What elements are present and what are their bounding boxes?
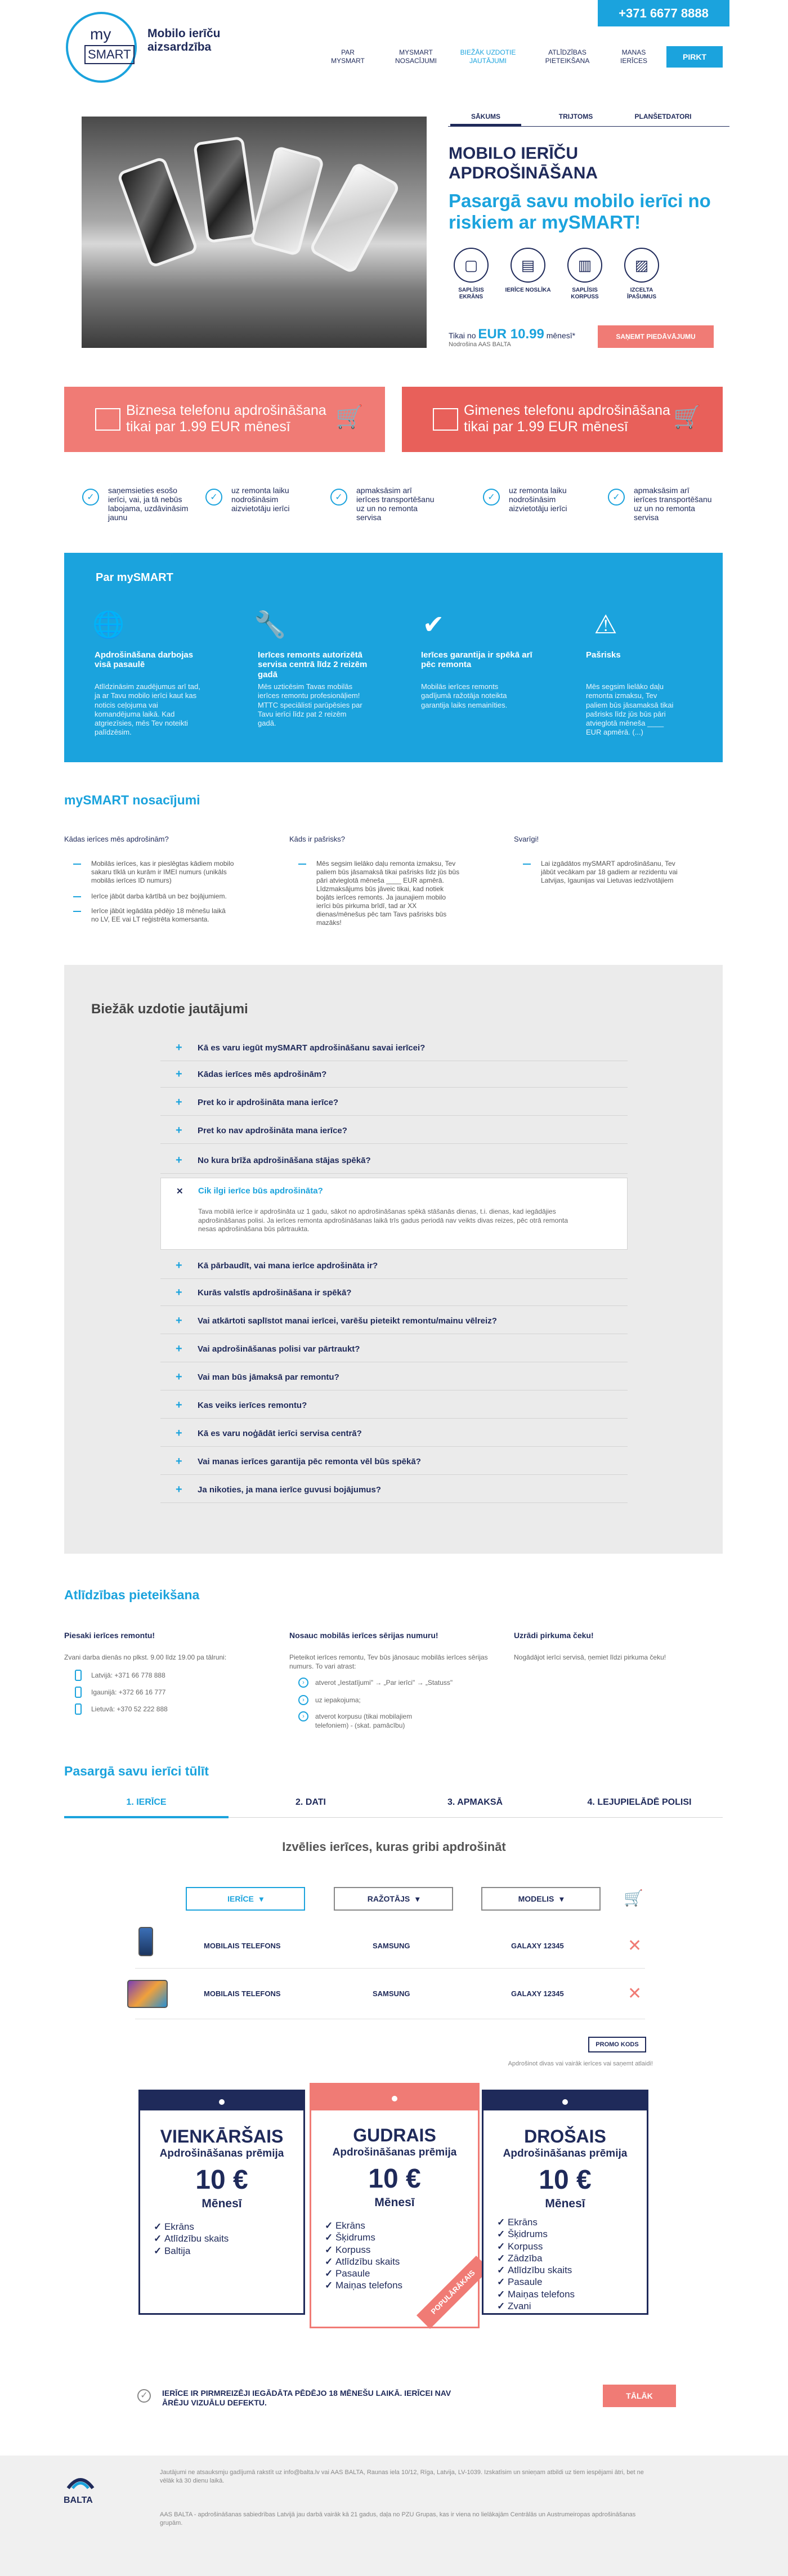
check-icon: ✓ bbox=[330, 489, 347, 506]
banner-text: Gimenes telefonu apdrošināšana tikai par 1.99 EUR mēnesī bbox=[464, 402, 670, 435]
row-divider bbox=[135, 1968, 645, 1969]
nav-item-claims[interactable]: ATLĪDZĪBAS PIETEIKŠANA bbox=[545, 48, 590, 65]
condition-item: Ierīce jābūt darba kārtībā un bez bojājumiem. bbox=[91, 892, 227, 900]
get-offer-button[interactable]: SAŅEMT PIEDĀVĀJUMU bbox=[598, 325, 714, 348]
serial-tip: atverot korpusu (tikai mobilajiem telefoniem) - (skat. pamācību) bbox=[315, 1712, 413, 1729]
faq-question-text: Vai man būs jāmaksā par remontu? bbox=[198, 1372, 339, 1382]
plan-feature: ✓ Ekrāns bbox=[325, 2220, 402, 2231]
plus-icon: + bbox=[176, 1343, 182, 1355]
plan-feature: ✓ Ekrāns bbox=[497, 2216, 575, 2228]
close-icon[interactable]: ✕ bbox=[176, 1187, 183, 1196]
price-row bbox=[449, 327, 575, 342]
dash-icon bbox=[73, 896, 81, 897]
faq-question[interactable] bbox=[160, 1253, 628, 1279]
plan-subtitle: Apdrošināšanas prēmija bbox=[159, 2148, 284, 2159]
tab-home[interactable]: SĀKUMS bbox=[450, 113, 521, 126]
cart-icon: 🛒 bbox=[335, 405, 364, 430]
plan-price: 10 € bbox=[368, 2164, 421, 2194]
about-item-title: Ierīces remonts autorizētā servisa centrā līdz 2 reizēm gadā bbox=[258, 650, 368, 679]
phone-number[interactable]: +371 6677 8888 bbox=[598, 0, 729, 26]
plan-feature: ✓ Atlīdzību skaits bbox=[497, 2264, 575, 2276]
plus-icon: + bbox=[176, 1124, 182, 1137]
promo-code-button[interactable]: PROMO KODS bbox=[588, 2037, 646, 2052]
hero-tabs-divider bbox=[448, 126, 729, 127]
faq-question[interactable] bbox=[160, 1336, 628, 1362]
faq-question[interactable] bbox=[160, 1089, 628, 1116]
wrench-icon: 🔧 bbox=[254, 610, 286, 639]
phone-icon bbox=[75, 1687, 82, 1698]
serial-tip: atverot „Iestatījumi" → „Par ierīci" → „Statuss" bbox=[315, 1679, 453, 1687]
plan-name: GUDRAIS bbox=[353, 2125, 436, 2145]
broken-case-icon: ▥ bbox=[567, 248, 602, 283]
faq-open-question: Cik ilgi ierīce būs apdrošināta? bbox=[198, 1186, 323, 1196]
business-banner[interactable] bbox=[64, 387, 385, 452]
warning-icon: ⚠ bbox=[594, 610, 617, 639]
drowned-phone-icon: ▤ bbox=[511, 248, 545, 283]
plan-feature: ✓ Baltija bbox=[154, 2245, 229, 2257]
plan-feature: ✓ Zādzība bbox=[497, 2252, 575, 2264]
serial-tip: uz iepakojuma; bbox=[315, 1696, 361, 1704]
plan-feature: ✓ Šķidrums bbox=[325, 2231, 402, 2243]
faq-question[interactable] bbox=[160, 1147, 628, 1174]
faq-title: Biežāk uzdotie jautājumi bbox=[91, 1001, 248, 1017]
plus-icon: + bbox=[176, 1455, 182, 1468]
benefit-text: apmaksāsim arī ierīces transportēšanu uz un no remonta servisa bbox=[634, 486, 712, 522]
badge-check-icon: ✔ bbox=[422, 610, 445, 639]
device-select[interactable]: IERĪCE ▾ bbox=[186, 1887, 305, 1911]
plus-icon: + bbox=[176, 1371, 182, 1383]
benefit-text: uz remonta laiku nodrošināsim aizvietotāju ierīci bbox=[231, 486, 290, 513]
about-title: Par mySMART bbox=[96, 571, 173, 584]
plan-subtitle: Apdrošināšanas prēmija bbox=[503, 2148, 628, 2159]
plus-icon: + bbox=[176, 1427, 182, 1439]
claims-heading: Piesaki ierīces remontu! bbox=[64, 1631, 155, 1640]
footer-text: AAS BALTA - apdrošināšanas sabiedrības Latvijā jau darbā vairāk kā 21 gadus, daļa no PZU Grupas, kas ir viena no lielākajām Centrālās un Austrumeiropas apdrošināšanas grupām. bbox=[160, 2511, 636, 2526]
feature-label: SAPLĪSIS EKRĀNS bbox=[458, 287, 484, 300]
device-brand: SAMSUNG bbox=[373, 1989, 410, 1998]
faq-question-text: Kādas ierīces mēs apdrošinām? bbox=[198, 1070, 327, 1079]
plan-feature: ✓ Maiņas telefons bbox=[325, 2279, 402, 2291]
condition-item: Ierīce jābūt iegādāta pēdējo 18 mēnešu laikā no LV, EE vai LT reģistrēta komersanta. bbox=[91, 907, 226, 923]
plan-dot-icon bbox=[392, 2096, 397, 2101]
chevron-right-icon: › bbox=[298, 1678, 308, 1688]
condition-heading: Kādas ierīces mēs apdrošinām? bbox=[64, 835, 169, 843]
conditions-title: mySMART nosacījumi bbox=[64, 793, 200, 807]
faq-open-item[interactable] bbox=[160, 1178, 628, 1250]
remove-icon[interactable]: ✕ bbox=[628, 1937, 642, 1955]
about-item-text: Mobilās ierīces remonts gadījumā ražotāja noteikta garantija laiks nemainīties. bbox=[421, 682, 508, 709]
plus-icon: + bbox=[176, 1483, 182, 1496]
device-type: MOBILAIS TELEFONS bbox=[204, 1989, 281, 1998]
step-device[interactable]: 1. IERĪCE bbox=[64, 1797, 229, 1818]
plan-price: 10 € bbox=[539, 2165, 592, 2195]
nav-item-about[interactable]: PAR MYSMART bbox=[331, 48, 365, 65]
claims-heading: Uzrādi pirkuma čeku! bbox=[514, 1631, 594, 1640]
agree-label: IERĪCE IR PIRMREIZĒJI IEGĀDĀTA PĒDĒJO 18 MĒNEŠU LAIKĀ. IERĪCEI NAV ĀRĒJU VIZUĀLU DEFEKTU. bbox=[162, 2389, 451, 2407]
dash-icon bbox=[73, 864, 81, 865]
faq-question[interactable] bbox=[160, 1477, 628, 1503]
benefit-text: saņemsieties esošo ierīci, vai, ja tā nebūs labojama, uzdāvināsim jaunu bbox=[108, 486, 189, 522]
logo-my: my bbox=[90, 25, 111, 43]
manufacturer-select[interactable]: RAŽOTĀJS ▾ bbox=[334, 1887, 453, 1911]
family-icon bbox=[433, 408, 458, 431]
dash-icon bbox=[523, 864, 531, 865]
faq-question[interactable] bbox=[160, 1035, 628, 1061]
about-item-text: Mēs segsim lielāko daļu remonta izmaksu, Tev paliem būs jāsamaksā tikai pašrisks līdz jūs būs pāri atvieglotā mēneša ____ EUR apmērā. (...) bbox=[586, 682, 674, 737]
faq-question[interactable] bbox=[160, 1420, 628, 1447]
banner-text: Biznesa telefonu apdrošināšana tikai par 1.99 EUR mēnesī bbox=[126, 402, 326, 435]
device-model: GALAXY 12345 bbox=[511, 1942, 564, 1950]
plan-feature: ✓ Ekrāns bbox=[154, 2221, 229, 2233]
faq-question[interactable] bbox=[160, 1448, 628, 1475]
logo-tagline: Mobilo ierīču aizsardzība bbox=[147, 27, 221, 54]
dash-icon bbox=[298, 864, 306, 865]
plus-icon: + bbox=[176, 1068, 182, 1080]
price-note: Nodrošina AAS BALTA bbox=[449, 341, 511, 348]
plan-price: 10 € bbox=[195, 2165, 248, 2195]
plan-feature: ✓ Atlīdzību skaits bbox=[325, 2256, 402, 2268]
nav-item-my-devices[interactable]: MANAS IERĪCES bbox=[620, 48, 647, 65]
plan-feature: ✓ Korpuss bbox=[497, 2240, 575, 2252]
about-item-text: Atlīdzināsim zaudējumus arī tad, ja ar Tavu mobilo ierīci kaut kas noticis ceļojuma vai komandējuma laikā. Kad atgriezīsies, mēs Tev noteikti palīdzēsim. bbox=[95, 682, 200, 737]
condition-item: Mobilās ierīces, kas ir pieslēgtas kādiem mobilo sakaru tīklā un kurām ir IMEI numurs (unikāls mobilās ierīces ID numurs) bbox=[91, 860, 234, 884]
logo-smart: SMART bbox=[84, 45, 135, 64]
faq-question-text: Kā es varu noģādāt ierīci servisa centrā? bbox=[198, 1429, 362, 1438]
plan-period: Mēnesī bbox=[545, 2197, 585, 2210]
footer-text: Jautājumi ne atsauksmju gadījumā rakstīt uz info@balta.lv vai AAS BALTA, Raunas iela 10/12, Rīga, Latvija, LV-1039. Izskatīsim un snieņam atbildi uz tiem iespējami ātri, bet ne vēlāk kā 30 dienu laikā. bbox=[160, 2469, 644, 2484]
nav-item-faq[interactable]: BIEŽĀK UZDOTIE JAUTĀJUMI bbox=[460, 48, 516, 65]
popular-ribbon: POPULĀRĀKAIS bbox=[417, 2256, 490, 2329]
plan-period: Mēnesī bbox=[374, 2196, 415, 2209]
plan-feature: ✓ Maiņas telefons bbox=[497, 2288, 575, 2300]
tab-laptops[interactable]: PLANŠETDATORI bbox=[634, 113, 692, 120]
faq-question-text: Kas veiks ierīces remontu? bbox=[198, 1401, 307, 1410]
chevron-right-icon: › bbox=[298, 1695, 308, 1705]
plan-dot-icon bbox=[219, 2099, 225, 2105]
phone-thumbnail-icon bbox=[138, 1927, 153, 1956]
faq-question-text: No kura brīža apdrošināšana stājas spēkā? bbox=[198, 1156, 371, 1165]
condition-heading: Svarīgi! bbox=[514, 835, 539, 843]
faq-question[interactable] bbox=[160, 1308, 628, 1334]
plan-feature: ✓ Zvani bbox=[497, 2300, 575, 2312]
faq-question[interactable] bbox=[160, 1061, 628, 1088]
price-suffix: mēnesī* bbox=[546, 331, 576, 340]
steps-title: Pasargā savu ierīci tūlīt bbox=[64, 1764, 209, 1778]
claims-text: Zvani darba dienās no plkst. 9.00 līdz 19.00 pa tālruni: bbox=[64, 1653, 227, 1661]
device-model: GALAXY 12345 bbox=[511, 1989, 564, 1998]
faq-question-text: Pret ko ir apdrošināta mana ierīce? bbox=[198, 1098, 339, 1107]
claims-heading: Nosauc mobilās ierīces sērijas numuru! bbox=[289, 1631, 438, 1640]
about-item-title: Pašrisks bbox=[586, 650, 621, 660]
tablet-thumbnail-icon bbox=[127, 1980, 168, 2008]
nav-item-conditions[interactable]: MYSMART NOSACĪJUMI bbox=[395, 48, 437, 65]
faq-question-text: Vai apdrošināšanas polisi var pārtraukt? bbox=[198, 1344, 360, 1354]
plan-dot-icon bbox=[562, 2099, 568, 2105]
plan-name: VIENKĀRŠAIS bbox=[160, 2126, 284, 2146]
plus-icon: + bbox=[176, 1286, 182, 1299]
price-prefix: Tikai no bbox=[449, 331, 476, 340]
stolen-phone-icon: ▨ bbox=[624, 248, 659, 283]
feature-label: IERĪCE NOSLĪKA bbox=[505, 287, 551, 293]
condition-item: Mēs segsim lielāko daļu remonta izmaksu, Tev paliem būs jāsamaksā tikai pašrisks līdz jūs būs pāri atvieglotā mēneša ____ EUR apmērā. Līdzmaksājums būs jāveic tikai, kad notiek bojāts ierīces remonts. Ja jaunajiem mobilo ierīci būs pirkuma brīdī, tad ar XX dienas/mēnešus pēc tam Tavs pašrisks būs mazāks! bbox=[316, 860, 460, 927]
dash-icon bbox=[73, 911, 81, 912]
plan-feature: ✓ Atlīdzību skaits bbox=[154, 2233, 229, 2244]
hero-title: MOBILO IERĪČU APDROŠINĀŠANA bbox=[449, 144, 598, 182]
promo-note: Apdrošinot divas vai vairāk ierīces vai saņemt atlaidi! bbox=[508, 2060, 653, 2067]
check-icon: ✓ bbox=[608, 489, 625, 506]
faq-question[interactable] bbox=[160, 1280, 628, 1306]
faq-question[interactable] bbox=[160, 1117, 628, 1144]
agree-checkbox[interactable]: ✓ bbox=[137, 2389, 151, 2403]
phone-ee[interactable]: Igaunijā: +372 66 16 777 bbox=[91, 1688, 166, 1696]
faq-question[interactable] bbox=[160, 1364, 628, 1390]
family-banner[interactable] bbox=[402, 387, 723, 452]
feature-label: SAPLĪSIS KORPUSS bbox=[571, 287, 599, 300]
claims-text: Pieteikot ierīces remontu, Tev būs jānosauc mobilās ierīces sērijas numurs. To vari atrast: bbox=[289, 1653, 488, 1670]
plan-feature: ✓ Pasaule bbox=[325, 2268, 402, 2279]
condition-item: Lai izgādātos mySMART apdrošināšanu, Tev jābūt vecākam par 18 gadiem ar rezidentu vai Latvijas, Igaunijas vai Lietuvas iedzīvotājiem bbox=[541, 860, 678, 884]
phone-lv[interactable]: Latvijā: +371 66 778 888 bbox=[91, 1671, 165, 1679]
buy-button[interactable]: PIRKT bbox=[666, 46, 723, 68]
condition-heading: Kāds ir pašrisks? bbox=[289, 835, 345, 843]
check-icon: ✓ bbox=[483, 489, 500, 506]
feature-label: IZCELTA ĪPAŠUMUS bbox=[626, 287, 657, 300]
add-to-cart-icon[interactable]: 🛒 bbox=[624, 1889, 643, 1907]
plus-icon: + bbox=[176, 1041, 182, 1054]
faq-question-text: Ja nikoties, ja mana ierīce guvusi bojājumus? bbox=[198, 1485, 381, 1495]
phone-icon bbox=[75, 1703, 82, 1715]
faq-question-text: Kā pārbaudīt, vai mana ierīce apdrošināta ir? bbox=[198, 1261, 378, 1271]
plan-subtitle: Apdrošināšanas prēmija bbox=[332, 2146, 457, 2158]
faq-question[interactable] bbox=[160, 1392, 628, 1419]
next-button[interactable]: TĀLĀK bbox=[603, 2385, 676, 2407]
faq-question-text: Kurās valstīs apdrošināšana ir spēkā? bbox=[198, 1288, 352, 1298]
model-select[interactable]: MODELIS ▾ bbox=[481, 1887, 601, 1911]
phone-icon bbox=[75, 1670, 82, 1681]
phone-lt[interactable]: Lietuvā: +370 52 222 888 bbox=[91, 1705, 168, 1713]
family-icon bbox=[95, 408, 120, 431]
choose-devices-title: Izvēlies ierīces, kuras gribi apdrošināt bbox=[282, 1840, 506, 1854]
balta-logo-icon bbox=[64, 2471, 97, 2494]
faq-question-text: Vai manas ierīces garantija pēc remonta vēl būs spēkā? bbox=[198, 1457, 421, 1466]
check-icon: ✓ bbox=[205, 489, 222, 506]
tab-tablets[interactable]: TRIJTOMS bbox=[558, 113, 593, 120]
faq-question-text: Pret ko nav apdrošināta mana ierīce? bbox=[198, 1126, 347, 1135]
device-brand: SAMSUNG bbox=[373, 1942, 410, 1950]
plan-name: DROŠAIS bbox=[524, 2126, 606, 2146]
plan-feature: ✓ Šķidrums bbox=[497, 2228, 575, 2240]
plan-basic[interactable] bbox=[138, 2090, 305, 2315]
plan-period: Mēnesī bbox=[202, 2197, 242, 2210]
globe-icon: 🌐 bbox=[92, 610, 125, 639]
cart-icon: 🛒 bbox=[673, 405, 701, 430]
device-type: MOBILAIS TELEFONS bbox=[204, 1942, 281, 1950]
plan-feature: ✓ Pasaule bbox=[497, 2276, 575, 2288]
about-item-text: Mēs uzticēsim Tavas mobilās ierīces remontu profesionāļiem! MTTC speciālisti parūpēsies par Tavu ierīci līdz pat 2 reizēm gadā. bbox=[258, 682, 362, 727]
faq-question-text: Kā es varu iegūt mySMART apdrošināšanu savai ierīcei? bbox=[198, 1043, 426, 1053]
plan-secure[interactable] bbox=[482, 2090, 648, 2315]
hero-image bbox=[82, 117, 427, 348]
price-value: EUR 10.99 bbox=[478, 327, 544, 342]
plus-icon: + bbox=[176, 1399, 182, 1411]
faq-question-text: Vai atkārtoti saplīstot manai ierīcei, varēšu pieteikt remontu/mainu vēlreiz? bbox=[198, 1316, 497, 1326]
check-icon: ✓ bbox=[82, 489, 99, 506]
claims-text: Nogādājot ierīci servisā, ņemiet līdzi pirkuma čeku! bbox=[514, 1653, 666, 1661]
balta-logo-text: BALTA bbox=[64, 2496, 93, 2505]
about-item-title: Apdrošināšana darbojas visā pasaulē bbox=[95, 650, 194, 670]
plus-icon: + bbox=[176, 1096, 182, 1108]
chevron-right-icon: › bbox=[298, 1711, 308, 1721]
remove-icon[interactable]: ✕ bbox=[628, 1984, 642, 2003]
plus-icon: + bbox=[176, 1314, 182, 1327]
claims-title: Atlīdzības pieteikšana bbox=[64, 1587, 200, 1602]
benefit-text: uz remonta laiku nodrošināsim aizvietotāju ierīci bbox=[509, 486, 567, 513]
about-item-title: Ierīces garantija ir spēkā arī pēc remonta bbox=[421, 650, 532, 670]
benefit-text: apmaksāsim arī ierīces transportēšanu uz un no remonta servisa bbox=[356, 486, 435, 522]
faq-open-answer: Tava mobilā ierīce ir apdrošināta uz 1 gadu, sākot no apdrošināšanas spēkā stāšanās dienas, t.i. dienas, kad iegādājies apdrošināšanas polisi. Ja ierīces remonta apdrošināšanas laikā trīs gadus periodā nav veikts divas reizes, pēc otrā remonta nesas apdrošināšana būs pārtraukta. bbox=[198, 1208, 568, 1233]
broken-screen-icon: ▢ bbox=[454, 248, 489, 283]
plan-feature: ✓ Korpuss bbox=[325, 2244, 402, 2256]
plus-icon: + bbox=[176, 1259, 182, 1272]
step-download[interactable]: 4. LEJUPIELĀDĒ POLISI bbox=[587, 1797, 692, 1807]
step-data[interactable]: 2. DATI bbox=[296, 1797, 326, 1807]
hero-subtitle: Pasargā savu mobilo ierīci no riskiem ar mySMART! bbox=[449, 190, 711, 232]
step-payment[interactable]: 3. APMAKSĀ bbox=[447, 1797, 503, 1807]
plus-icon: + bbox=[176, 1154, 182, 1166]
